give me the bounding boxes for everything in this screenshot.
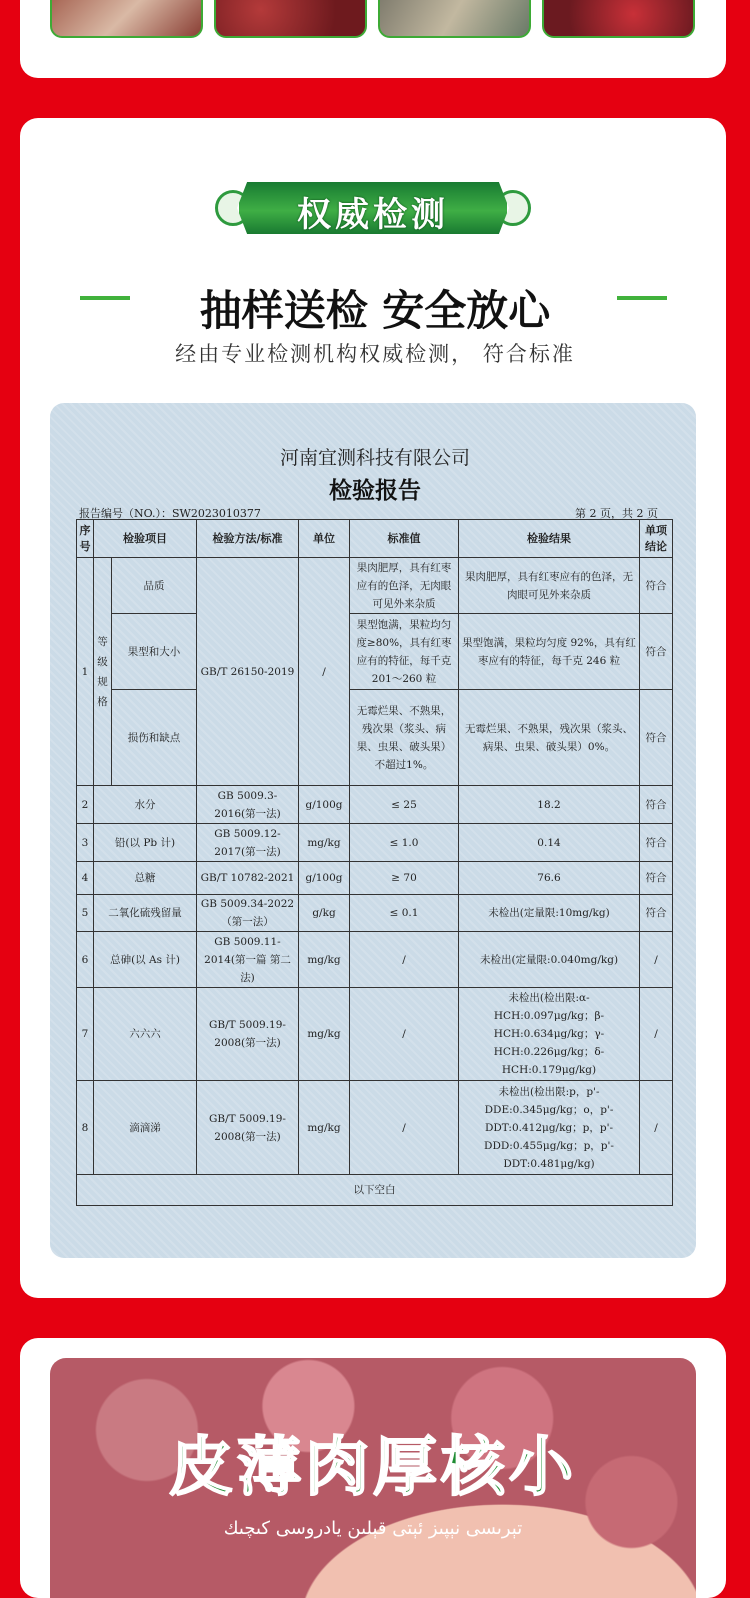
banner-subtitle: تېرىسى نېپىز ئېتى قېلىن يادروسى كىچىك: [223, 1518, 523, 1539]
table-footer: 以下空白: [77, 1175, 673, 1206]
table-row: 3 铅(以 Pb 计) GB 5009.12-2017(第一法) mg/kg ≤ 1.0 0.14 符合: [77, 824, 673, 862]
table-row: 果型和大小 果型饱满，果粒均匀度≥80%，具有红枣应有的特征，每千克 201～260 粒 果型饱满，果粒均匀度 92%，具有红枣应有的特征，每千克 246 粒 符合: [77, 614, 673, 690]
product-photo-4: [542, 0, 695, 38]
product-photo-2: [214, 0, 367, 38]
table-row: 6 总砷(以 As 计) GB 5009.11-2014(第一篇 第二法) mg/kg / 未检出(定量限:0.040mg/kg) /: [77, 932, 673, 988]
section-badge: [215, 178, 531, 238]
product-photo-3: [378, 0, 531, 38]
table-row: 2 水分 GB 5009.3-2016(第一法) g/100g ≤ 25 18.2 符合: [77, 786, 673, 824]
table-row: 5 二氧化硫残留量 GB 5009.34-2022（第一法） g/kg ≤ 0.1 未检出(定量限:10mg/kg) 符合: [77, 895, 673, 932]
product-photo-1: [50, 0, 203, 38]
table-row: 8 滴滴涕 GB/T 5009.19-2008(第一法) mg/kg / 未检出(检出限:p，p'-DDE:0.345μg/kg；o，p'-DDT:0.412μg/kg；p，p'-DDD:0.455μg/kg；p，p'-DDT:0.481μg/kg) /: [77, 1081, 673, 1175]
table-row: 4 总糖 GB/T 10782-2021 g/100g ≥ 70 76.6 符合: [77, 862, 673, 895]
banner-title: 皮薄肉厚核小: [169, 1430, 577, 1505]
report-number: 报告编号（NO.）：SW2023010377: [79, 507, 261, 520]
report-table: [76, 519, 673, 1206]
report-page: 第 2 页，共 2 页: [575, 507, 658, 520]
badge-label: 权威检测: [297, 195, 449, 235]
table-row: 1 等级规格 品质 GB/T 26150-2019 / 果肉肥厚，具有红枣应有的色泽，无肉眼可见外来杂质 果肉肥厚，具有红枣应有的色泽，无肉眼可见外来杂质 符合: [77, 558, 673, 614]
headline: 抽样送检 安全放心: [199, 286, 551, 335]
feature-banner: [50, 1358, 696, 1598]
table-row: 损伤和缺点 无霉烂果、不熟果，残次果（浆头、病果、虫果、破头果）不超过1%。 无霉烂果、不熟果，残次果（浆头、病果、虫果、破头果）0%。 符合: [77, 690, 673, 786]
subtitle: 经由专业检测机构权威检测， 符合标准: [175, 342, 575, 366]
table-header: 序号 检验项目 检验方法/标准 单位 标准值 检验结果 单项结论: [77, 520, 673, 558]
table-row: 7 六六六 GB/T 5009.19-2008(第一法) mg/kg / 未检出(检出限:α-HCH:0.097μg/kg；β-HCH:0.634μg/kg；γ-HCH:0.226μg/kg；δ-HCH:0.179μg/kg) /: [77, 988, 673, 1081]
report-title: 检验报告: [329, 477, 421, 504]
report-company: 河南宜测科技有限公司: [279, 447, 470, 469]
